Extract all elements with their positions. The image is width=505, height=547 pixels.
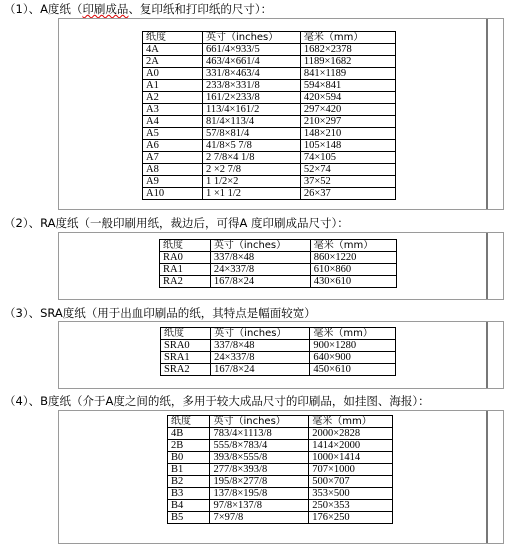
table-row — [168, 500, 393, 512]
mm-cell: 640×900 — [310, 352, 396, 364]
inches-cell: 167/8×24 — [210, 276, 310, 288]
column-header: 英寸（inches） — [211, 328, 310, 340]
inches-cell: 2 ×2 7/8 — [202, 164, 300, 176]
table-row — [161, 352, 396, 364]
paper-size-cell: SRA1 — [161, 352, 211, 364]
mm-cell: 420×594 — [300, 92, 395, 104]
paper-size-cell: A6 — [143, 140, 203, 152]
mm-cell: 2000×2828 — [309, 428, 393, 440]
paper-size-cell: 4B — [168, 428, 210, 440]
mm-cell: 1682×2378 — [300, 44, 395, 56]
section-4-frame — [58, 410, 504, 544]
frame-divider — [486, 411, 488, 543]
table-row — [168, 452, 393, 464]
paper-size-cell: B2 — [168, 476, 210, 488]
paper-size-cell: RA0 — [160, 252, 211, 264]
table-row — [143, 44, 396, 56]
section-3-heading-text: （3）、SRA度纸（用于出血印刷品的纸，其特点是幅面较宽） — [4, 306, 316, 320]
inches-cell: 337/8×48 — [210, 252, 310, 264]
table-row — [143, 68, 396, 80]
mm-cell: 297×420 — [300, 104, 395, 116]
mm-cell: 176×250 — [309, 512, 393, 524]
mm-cell: 430×610 — [310, 276, 396, 288]
table-row — [161, 364, 396, 376]
column-header: 英寸（inches） — [210, 416, 309, 428]
table-header-row — [160, 240, 397, 252]
inches-cell: 661/4×933/5 — [202, 44, 300, 56]
section-2-heading: （2）、RA度纸（一般印刷用纸，裁边后，可得A 度印刷成品尺寸）： — [4, 216, 349, 230]
table-row — [168, 440, 393, 452]
table-row — [143, 128, 396, 140]
mm-cell: 500×707 — [309, 476, 393, 488]
inches-cell: 113/4×161/2 — [202, 104, 300, 116]
mm-cell: 353×500 — [309, 488, 393, 500]
mm-cell: 26×37 — [300, 188, 395, 200]
paper-size-cell: 2A — [143, 56, 203, 68]
column-header: 纸度 — [168, 416, 210, 428]
paper-size-cell: A9 — [143, 176, 203, 188]
a-series-table — [142, 31, 396, 200]
inches-cell: 7×97/8 — [210, 512, 309, 524]
table-header-row — [161, 328, 396, 340]
mm-cell: 610×860 — [310, 264, 396, 276]
mm-cell: 52×74 — [300, 164, 395, 176]
inches-cell: 463/4×661/4 — [202, 56, 300, 68]
table-row — [143, 140, 396, 152]
table-row — [143, 188, 396, 200]
table-row — [143, 92, 396, 104]
table-row — [160, 264, 397, 276]
inches-cell: 97/8×137/8 — [210, 500, 309, 512]
inches-cell: 393/8×555/8 — [210, 452, 309, 464]
paper-size-cell: A0 — [143, 68, 203, 80]
inches-cell: 1 1/2×2 — [202, 176, 300, 188]
inches-cell: 337/8×48 — [211, 340, 310, 352]
table-row — [143, 116, 396, 128]
column-header: 毫米（mm） — [300, 32, 395, 44]
sra-series-table — [160, 327, 396, 376]
section-4-heading: （4）、B度纸（介于A度之间的纸，多用于较大成品尺寸的印刷品，如挂图、海报）： — [4, 394, 430, 408]
section-1-frame — [58, 18, 504, 210]
table-header-row — [168, 416, 393, 428]
table-row — [143, 80, 396, 92]
section-2-frame — [58, 232, 504, 300]
mm-cell: 707×1000 — [309, 464, 393, 476]
table-row — [143, 176, 396, 188]
inches-cell: 81/4×113/4 — [202, 116, 300, 128]
b-series-table — [167, 415, 393, 524]
paper-size-cell: SRA0 — [161, 340, 211, 352]
column-header: 毫米（mm） — [309, 416, 393, 428]
section-1-heading-suffix: 、复印纸和打印纸的尺寸）： — [128, 2, 273, 16]
ra-series-table — [159, 239, 397, 288]
table-row — [168, 512, 393, 524]
paper-size-cell: RA1 — [160, 264, 211, 276]
table-row — [143, 152, 396, 164]
inches-cell: 233/8×331/8 — [202, 80, 300, 92]
section-3-frame — [58, 321, 504, 389]
inches-cell: 41/8×5 7/8 — [202, 140, 300, 152]
inches-cell: 783/4×1113/8 — [210, 428, 309, 440]
paper-size-cell: RA2 — [160, 276, 211, 288]
table-row — [168, 476, 393, 488]
inches-cell: 1 ×1 1/2 — [202, 188, 300, 200]
inches-cell: 331/8×463/4 — [202, 68, 300, 80]
mm-cell: 105×148 — [300, 140, 395, 152]
paper-size-cell: 4A — [143, 44, 203, 56]
table-row — [168, 428, 393, 440]
paper-size-cell: A2 — [143, 92, 203, 104]
paper-size-cell: B4 — [168, 500, 210, 512]
table-row — [160, 276, 397, 288]
paper-size-cell: SRA2 — [161, 364, 211, 376]
column-header: 纸度 — [160, 240, 211, 252]
mm-cell: 37×52 — [300, 176, 395, 188]
section-1-heading-prefix: （1）、A度纸（ — [4, 2, 83, 16]
mm-cell: 594×841 — [300, 80, 395, 92]
paper-size-cell: A1 — [143, 80, 203, 92]
frame-divider — [486, 233, 488, 299]
mm-cell: 860×1220 — [310, 252, 396, 264]
table-header-row — [143, 32, 396, 44]
paper-size-cell: B1 — [168, 464, 210, 476]
paper-size-cell: 2B — [168, 440, 210, 452]
table-row — [168, 464, 393, 476]
table-row — [143, 164, 396, 176]
inches-cell: 167/8×24 — [211, 364, 310, 376]
inches-cell: 555/8×783/4 — [210, 440, 309, 452]
mm-cell: 1000×1414 — [309, 452, 393, 464]
mm-cell: 841×1189 — [300, 68, 395, 80]
inches-cell: 57/8×81/4 — [202, 128, 300, 140]
paper-size-cell: B0 — [168, 452, 210, 464]
inches-cell: 2 7/8×4 1/8 — [202, 152, 300, 164]
paper-size-cell: A3 — [143, 104, 203, 116]
column-header: 英寸（inches） — [202, 32, 300, 44]
section-1-heading — [4, 2, 272, 16]
frame-divider — [486, 19, 488, 209]
mm-cell: 250×353 — [309, 500, 393, 512]
mm-cell: 900×1280 — [310, 340, 396, 352]
mm-cell: 148×210 — [300, 128, 395, 140]
inches-cell: 277/8×393/8 — [210, 464, 309, 476]
table-row — [161, 340, 396, 352]
paper-size-cell: A4 — [143, 116, 203, 128]
column-header: 纸度 — [161, 328, 211, 340]
frame-divider — [486, 322, 488, 388]
column-header: 英寸（inches） — [210, 240, 310, 252]
table-row — [168, 488, 393, 500]
mm-cell: 1189×1682 — [300, 56, 395, 68]
table-row — [143, 56, 396, 68]
mm-cell: 210×297 — [300, 116, 395, 128]
inches-cell: 137/8×195/8 — [210, 488, 309, 500]
paper-size-cell: A10 — [143, 188, 203, 200]
column-header: 毫米（mm） — [310, 328, 396, 340]
table-row — [143, 104, 396, 116]
inches-cell: 161/2×233/8 — [202, 92, 300, 104]
column-header: 纸度 — [143, 32, 203, 44]
inches-cell: 195/8×277/8 — [210, 476, 309, 488]
mm-cell: 1414×2000 — [309, 440, 393, 452]
paper-size-cell: B5 — [168, 512, 210, 524]
mm-cell: 74×105 — [300, 152, 395, 164]
paper-size-cell: A5 — [143, 128, 203, 140]
column-header: 毫米（mm） — [310, 240, 396, 252]
table-row — [160, 252, 397, 264]
inches-cell: 24×337/8 — [211, 352, 310, 364]
mm-cell: 450×610 — [310, 364, 396, 376]
paper-size-cell: B3 — [168, 488, 210, 500]
inches-cell: 24×337/8 — [210, 264, 310, 276]
section-1-heading-link: 印刷成品 — [82, 2, 129, 16]
paper-size-cell: A8 — [143, 164, 203, 176]
paper-size-cell: A7 — [143, 152, 203, 164]
section-3-heading — [4, 306, 316, 320]
